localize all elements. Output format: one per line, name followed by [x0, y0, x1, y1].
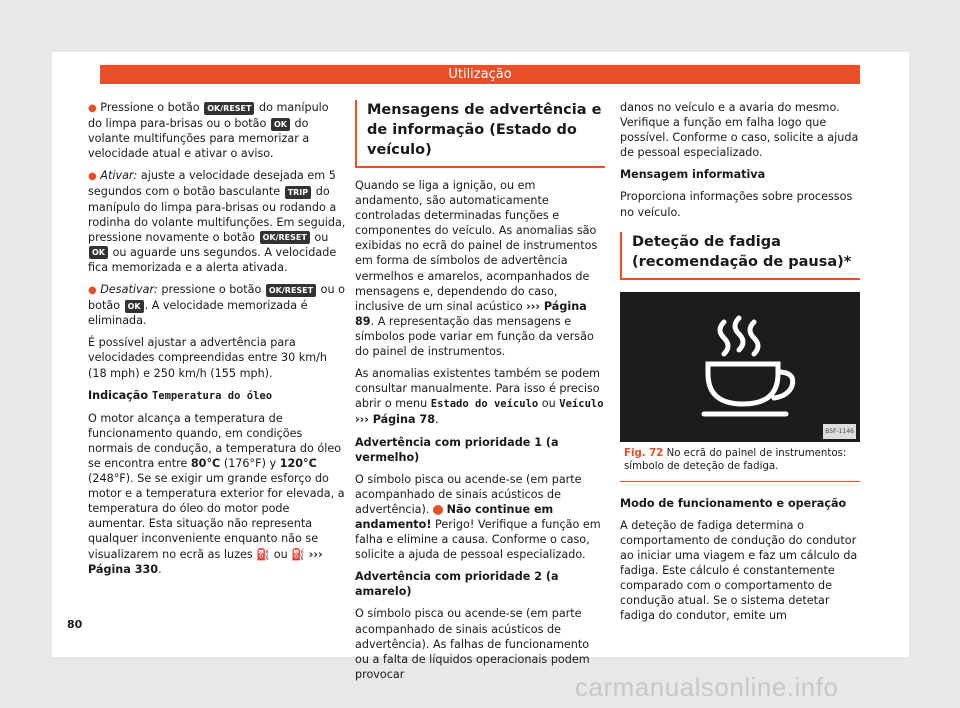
ok-reset-key-icon: OK/RESET: [204, 102, 254, 115]
bullet-deactivate: [88, 282, 346, 328]
ok-key-icon: OK: [89, 246, 108, 259]
text: do volante multifunções para memorizar a velocidade atual e ativar o aviso.: [88, 117, 310, 161]
text: do manípulo do limpa para-brisas ou o botão: [88, 101, 329, 131]
page-reference-link[interactable]: ››› Página 330: [88, 547, 323, 576]
bullet-icon: ●: [88, 285, 97, 297]
text: (176°F) y: [223, 456, 277, 470]
column-3: [620, 100, 860, 630]
ok-reset-key-icon: OK/RESET: [260, 231, 310, 244]
column-2: [355, 100, 605, 689]
watermark: carmanualsonline.info: [575, 672, 839, 702]
figure-code: B5F-1146: [823, 424, 856, 439]
paragraph-priority-1: [355, 472, 605, 563]
menu-text: Estado do veículo: [430, 398, 539, 411]
page-reference-link[interactable]: ››› Página 78: [355, 413, 435, 427]
paragraph-oil-temperature: [88, 411, 346, 577]
text: pressione o botão: [161, 283, 262, 297]
heading-priority-2: Advertência com prioridade 2 (a amarelo): [355, 570, 559, 599]
page-reference-link[interactable]: ››› Página 89: [355, 299, 587, 328]
warning-icon: [433, 505, 443, 515]
text: ou: [273, 547, 288, 561]
figure-label: Fig. 72: [624, 447, 664, 459]
text: Quando se liga a ignição, ou em andamento, são automaticamente controladas determinadas funções e componentes do veículo. As anomalias são exibidas no ecrã do painel de instrumentos em forma de símbolos de advertência vermelhos e amarelos, acompanhados de mensagens e, dependendo do caso, inclusive de um sinal acústico: [355, 179, 598, 313]
bullet-icon: ●: [88, 103, 97, 114]
oil-temperature-heading: [88, 388, 346, 404]
text: (248°F). Se se exigir um grande esforço do motor e a temperatura exterior for elevada, a temperatura do óleo do motor pode aumentar. Esta situação não representa qualquer inconveniente enquanto não se visualizarem no ecrã as luzes: [88, 472, 345, 561]
text: 120°C: [279, 456, 317, 470]
paragraph-speed-range: É possível ajustar a advertência para velocidades compreendidas entre 30 km/h (18 mph) e 250 km/h (155 mph).: [88, 336, 327, 380]
coffee-cup-icon: [620, 292, 860, 442]
menu-text: Veículo: [559, 398, 604, 411]
text: Pressione o botão: [100, 101, 200, 114]
ok-key-icon: OK: [271, 118, 290, 131]
text: do manípulo do limpa para-brisas ou rodando a rodinha do volante multifunções. Em seguida, pressione novamente o botão: [88, 185, 346, 244]
figure-fatigue-symbol: [620, 292, 860, 442]
ok-key-icon: OK: [125, 300, 144, 313]
label-activate: Ativar:: [100, 169, 138, 183]
paragraph-info-message: Proporciona informações sobre processos no veículo.: [620, 190, 853, 219]
text: Perigo! Verifique a função em falha e elimine a causa. Conforme o caso, solicite a ajuda de pessoal especializado.: [355, 517, 601, 562]
page-number: 80: [67, 618, 83, 631]
text: ajuste a velocidade desejada em 5 segundos com o botão basculante: [88, 169, 336, 199]
column-1: [88, 100, 346, 584]
trip-key-icon: TRIP: [285, 186, 311, 199]
oil-warning-icon: ⛽: [256, 547, 271, 561]
text: As anomalias existentes também se podem consultar manualmente. Para isso é preciso abrir o menu: [355, 367, 600, 411]
text: .: [158, 562, 162, 576]
figure-caption: [620, 442, 860, 482]
page-header: Utilização: [100, 65, 860, 84]
text: . A representação das mensagens e símbolos pode variar em função da versão do painel de instrumentos.: [355, 314, 594, 359]
text: ou: [314, 230, 329, 244]
bullet-icon: ●: [88, 171, 97, 183]
text: ou o botão: [88, 283, 346, 313]
text: Não continue em andamento!: [355, 502, 554, 531]
text: O símbolo pisca ou acende-se (em parte acompanhado de sinais acústicos de advertência).: [355, 472, 582, 516]
text: Indicação: [88, 388, 149, 402]
text: ou: [541, 397, 556, 411]
paragraph-intro: [355, 178, 605, 359]
paragraph-manual-check: [355, 366, 605, 427]
heading-info-message: Mensagem informativa: [620, 168, 766, 182]
menu-text: Temperatura do óleo: [151, 389, 273, 402]
text: . A velocidade memorizada é eliminada.: [88, 299, 308, 328]
caption-text: No ecrã do painel de instrumentos: símbolo de deteção de fadiga.: [624, 447, 847, 472]
paragraph-priority-2: O símbolo pisca ou acende-se (em parte acompanhado de sinais acústicos de advertência). As falhas de funcionamento ou a falta de líquidos operacionais podem provocar: [355, 607, 590, 681]
bullet-activate: [88, 168, 346, 275]
section-title-warnings: Mensagens de advertência e de informação (Estado do veículo): [355, 100, 605, 168]
oil-level-icon: ⛽: [291, 547, 306, 561]
text: 80°C: [190, 456, 221, 470]
bullet-memorize: [88, 100, 346, 161]
paragraph-continued: danos no veículo e a avaria do mesmo. Verifique a função em falha logo que possível. Conforme o caso, solicite a ajuda de pessoal especializado.: [620, 101, 859, 160]
ok-reset-key-icon: OK/RESET: [266, 284, 316, 297]
text: ou aguarde uns segundos. A velocidade fica memorizada e a alerta ativada.: [88, 245, 337, 274]
text: .: [435, 413, 439, 427]
label-deactivate: Desativar:: [100, 283, 158, 297]
heading-mode: Modo de funcionamento e operação: [620, 496, 847, 510]
text: O motor alcança a temperatura de funcionamento quando, em condições normais de condução, a temperatura do óleo se encontra entre: [88, 411, 342, 470]
section-title-fatigue: Deteção de fadiga (recomendação de pausa)*: [620, 232, 860, 280]
paragraph-mode: A deteção de fadiga determina o comportamento de condução do condutor ao iniciar uma viagem e faz um cálculo da fadiga. Este cálculo é constantemente comparado com o comportamento de condução atual. Se o sistema detetar fadiga do condutor, emite um: [620, 518, 858, 623]
heading-priority-1: Advertência com prioridade 1 (a vermelho): [355, 435, 559, 464]
